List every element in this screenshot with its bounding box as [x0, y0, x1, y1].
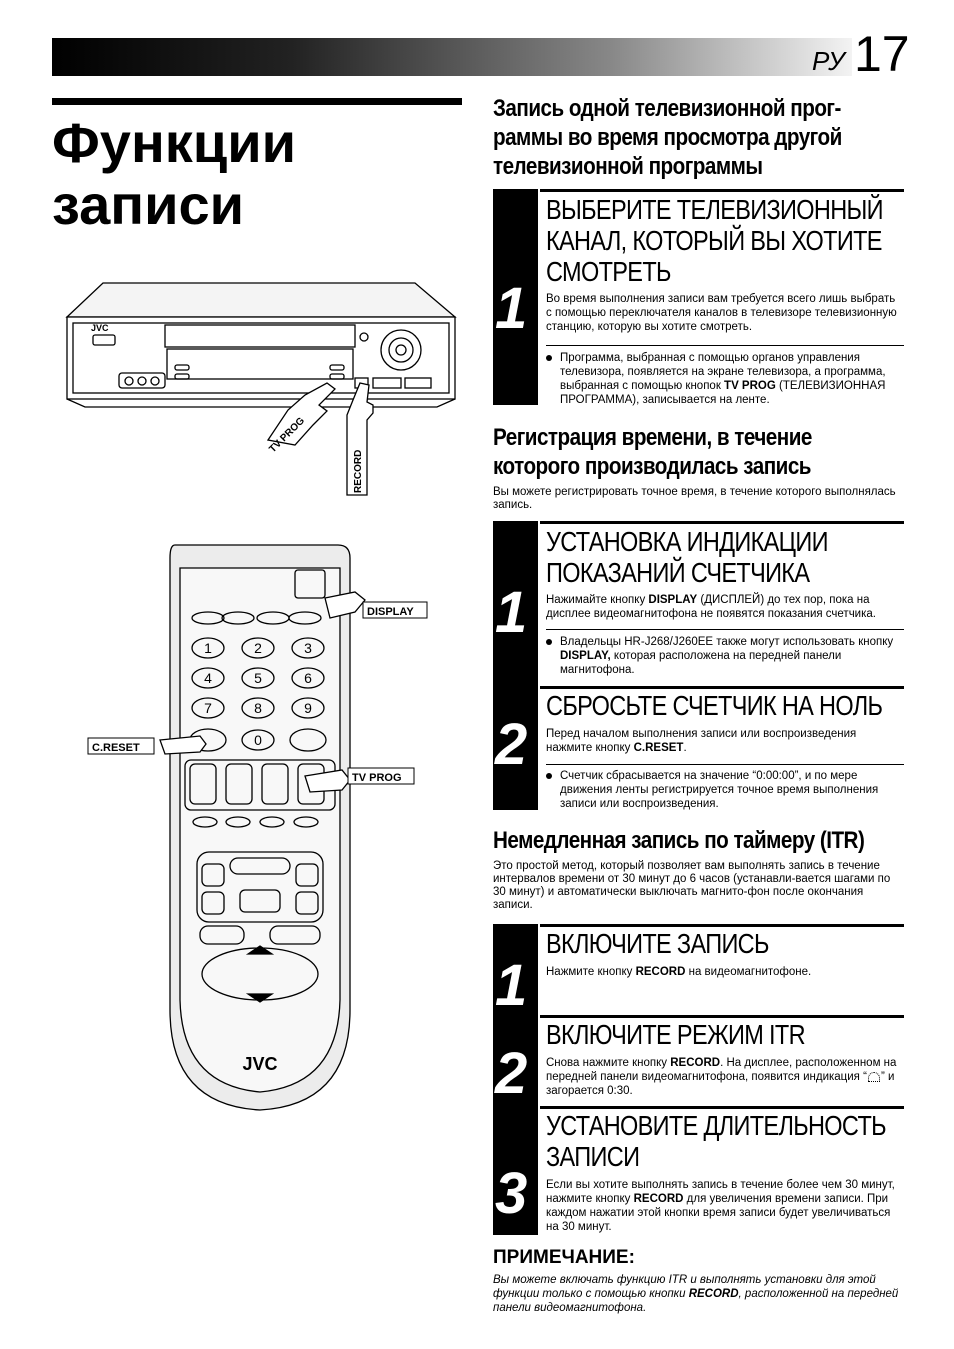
bullet-note [546, 351, 902, 407]
title-line: ЗАПИСИ [546, 1141, 640, 1172]
display-label: DISPLAY [367, 606, 414, 618]
title-line: ВЫБЕРИТЕ ТЕЛЕВИЗИОННЫЙ [546, 194, 883, 225]
heading-line: телевизионной программы [493, 153, 763, 180]
text-run: Владельцы HR-J268/J260EE также могут использовать кнопку [560, 636, 894, 648]
step-description [546, 727, 902, 755]
digit-button: 7 [204, 700, 212, 716]
text-run: Программа, выбранная с помощью органов управления телевизора, появляется на экране телевизора, а программа, выбранная с помощью кнопок [560, 352, 886, 392]
text-run: (ТЕЛЕВИЗИОННАЯ ПРОГРАММА), записывается на ленте. [560, 380, 886, 406]
text-run: Снова нажмите кнопку [546, 1057, 671, 1069]
remote-brand: JVC [242, 1054, 278, 1074]
text-run: RECORD [633, 1193, 684, 1205]
text-run: RECORD [635, 966, 686, 978]
step-rule [540, 189, 904, 192]
text-run: Вы можете включать функцию ITR и выполнять установки для этой функции только с помощью кнопки [493, 1274, 876, 1300]
digit-button: 3 [304, 640, 312, 656]
step-number-bar [493, 924, 538, 1235]
heading-line: Запись одной телевизионной прог- [493, 95, 841, 122]
vcr-brand: JVC [91, 323, 109, 333]
note-text [493, 1273, 905, 1315]
step-number: 3 [495, 1161, 528, 1226]
page-title [52, 112, 462, 236]
text-run: Если вы хотите выполнять запись в течение более чем 30 минут, нажмите кнопку [546, 1179, 895, 1205]
text-run: C.RESET [633, 742, 684, 754]
digit-button: 9 [304, 700, 312, 716]
text-run: Перед началом выполнения записи или воспроизведения нажмите кнопку [546, 728, 857, 754]
text-run: RECORD [670, 1057, 721, 1069]
step-description [546, 1056, 902, 1098]
step-title [546, 1110, 907, 1172]
text-run: TV PROG [724, 380, 776, 392]
text-run: на видеомагнитофоне. [685, 966, 812, 978]
digit-button: 2 [254, 640, 262, 656]
step-title: СБРОСЬТЕ СЧЕТЧИК НА НОЛЬ [546, 690, 883, 721]
digit-button: 1 [204, 640, 212, 656]
text-run: Нажимайте кнопку [546, 594, 649, 606]
title-rule [52, 98, 462, 105]
itr-indicator-icon [868, 1072, 880, 1082]
title-line: ПОКАЗАНИЙ СЧЕТЧИКА [546, 557, 810, 588]
page-title-line: Функции [52, 111, 297, 174]
title-line: СМОТРЕТЬ [546, 256, 671, 287]
bullet-note: Счетчик сбрасывается на значение “0:00:00”, и по мере движения ленты регистрируется точное время выполнения записи или воспроизведения. [546, 769, 902, 811]
text-run: RECORD [688, 1288, 739, 1300]
header-bar [52, 38, 852, 76]
text-run: для увеличения времени записи. При каждом нажатии этой кнопки время записи будет увеличиваться на 30 минут. [546, 1193, 891, 1233]
bullet-note [546, 635, 902, 677]
heading-line: раммы во время просмотра другой [493, 124, 842, 151]
step-rule [540, 521, 904, 524]
step-title: ВКЛЮЧИТЕ РЕЖИМ ITR [546, 1019, 805, 1050]
step-title [546, 526, 907, 588]
section-heading: Немедленная запись по таймеру (ITR) [493, 827, 865, 854]
digit-button: 0 [254, 732, 262, 748]
vcr-illustration [55, 275, 465, 505]
language-code: РУ [812, 46, 845, 76]
step-description [546, 1178, 902, 1234]
step-description [546, 593, 902, 621]
record-label: RECORD [353, 449, 364, 493]
page-title-line: записи [52, 173, 245, 236]
text-run: DISPLAY [648, 594, 698, 606]
digit-button: 8 [254, 700, 262, 716]
c-reset-label: C.RESET [92, 742, 140, 754]
step-rule [540, 1015, 904, 1018]
title-line: УСТАНОВКА ИНДИКАЦИИ [546, 526, 828, 557]
page-number: 17 [854, 26, 910, 82]
step-title [546, 194, 907, 287]
step-number-bar [493, 189, 538, 405]
text-run: (ДИСПЛЕЙ) до тех пор, пока на дисплее видеомагнитофона не появятся показания счетчика. [546, 594, 876, 620]
digit-button: 4 [204, 670, 212, 686]
text-run: DISPLAY, [560, 650, 611, 662]
tv-prog-label: TV PROG [267, 415, 307, 456]
step-number: 2 [495, 712, 528, 777]
step-number: 1 [495, 580, 528, 645]
section-intro: Вы можете регистрировать точное время, в течение которого выполнялась запись. [493, 486, 896, 511]
section-heading [493, 423, 913, 481]
text-run: , расположенной на передней панели видеомагнитофона. [493, 1288, 899, 1314]
divider [546, 629, 904, 630]
text-run: Нажмите кнопку [546, 966, 636, 978]
heading-line: Регистрация времени, в течение [493, 424, 812, 451]
note-heading: ПРИМЕЧАНИЕ: [493, 1247, 635, 1268]
step-number: 1 [495, 953, 528, 1018]
text-run: . На дисплее, расположенном на передней панели видеомагнитофона, появится индикация “ [546, 1057, 897, 1083]
title-line: КАНАЛ, КОТОРЫЙ ВЫ ХОТИТЕ [546, 225, 882, 256]
step-number-bar [493, 521, 538, 810]
divider [546, 764, 904, 765]
divider [546, 345, 904, 346]
step-rule [540, 1106, 904, 1109]
step-title: ВКЛЮЧИТЕ ЗАПИСЬ [546, 928, 769, 959]
section-heading [493, 94, 913, 181]
digit-button: 5 [254, 670, 262, 686]
step-description: Во время выполнения записи вам требуется всего лишь выбрать с помощью переключателя каналов в телевизоре телевизионную станцию, которую вы хотите смотреть. [546, 293, 897, 333]
step-number: 1 [495, 276, 528, 341]
digit-button: 6 [304, 670, 312, 686]
step-rule [540, 686, 904, 689]
step-description [546, 965, 902, 979]
title-line: УСТАНОВИТЕ ДЛИТЕЛЬНОСТЬ [546, 1110, 886, 1141]
remote-illustration [80, 540, 445, 1120]
text-run: которая расположена на передней панели магнитофона. [560, 650, 842, 676]
step-rule [540, 924, 904, 927]
text-run: . [683, 742, 687, 754]
heading-line: которого производилась запись [493, 453, 811, 480]
step-number: 2 [495, 1041, 528, 1106]
text-run: ” и загорается 0:30. [546, 1071, 895, 1097]
tv-prog-label: TV PROG [352, 772, 402, 784]
section-intro: Это простой метод, который позволяет вам выполнять запись в течение интервалов времени от 30 минут до 6 часов (устанавли-вается шагами по 30 минут) и автоматически выключать магнито-фон после окончания записи. [493, 860, 891, 911]
